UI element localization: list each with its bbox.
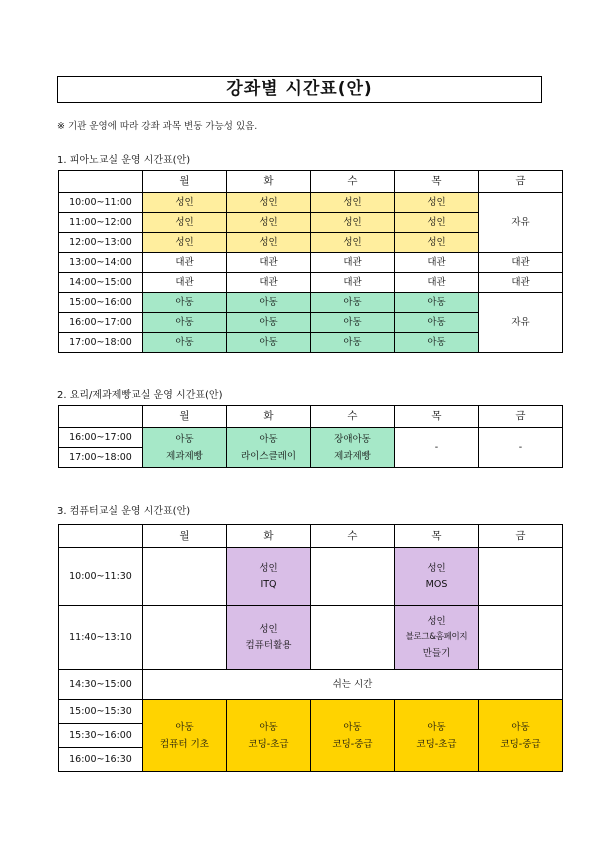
table-row <box>59 548 563 606</box>
class-cell-empty <box>311 548 395 606</box>
class-cell <box>227 606 311 670</box>
table-header-row <box>59 525 563 548</box>
class-cell: 아동 <box>143 293 227 313</box>
class-subject: 코딩-초급 <box>416 738 457 750</box>
table-row <box>59 253 563 273</box>
table-header-row <box>59 406 563 428</box>
header-tue: 화 <box>227 525 311 548</box>
class-subject: MOS <box>425 579 448 590</box>
class-cell: 대관 <box>143 253 227 273</box>
class-subject: 컴퓨터 기초 <box>160 738 209 750</box>
table-row <box>59 606 563 670</box>
class-cell: - <box>479 428 563 468</box>
class-cell: 아동 <box>311 313 395 333</box>
class-cell <box>395 606 479 670</box>
table-row <box>59 670 563 700</box>
header-blank <box>59 171 143 193</box>
class-cell: 대관 <box>395 253 479 273</box>
class-cell-empty <box>143 606 227 670</box>
time-cell: 15:00~16:00 <box>59 293 143 313</box>
time-cell: 16:00~17:00 <box>59 428 143 448</box>
class-cell: 아동 <box>395 293 479 313</box>
class-target: 성인 <box>427 563 446 574</box>
class-cell: - <box>395 428 479 468</box>
class-cell <box>227 700 311 772</box>
time-cell: 13:00~14:00 <box>59 253 143 273</box>
class-target: 성인 <box>259 624 278 635</box>
class-cell: 대관 <box>311 253 395 273</box>
class-target: 성인 <box>427 616 446 627</box>
time-cell: 11:00~12:00 <box>59 213 143 233</box>
class-cell-empty <box>311 606 395 670</box>
class-cell-empty <box>143 548 227 606</box>
time-cell: 12:00~13:00 <box>59 233 143 253</box>
time-cell: 14:00~15:00 <box>59 273 143 293</box>
break-cell: 쉬는 시간 <box>143 670 563 700</box>
notice-text: ※ 기관 운영에 따라 강좌 과목 변동 가능성 있음. <box>57 121 258 132</box>
class-target: 장애아동 <box>334 433 371 445</box>
header-blank <box>59 525 143 548</box>
header-fri: 금 <box>479 171 563 193</box>
class-cell: 아동 <box>227 293 311 313</box>
time-cell: 16:00~17:00 <box>59 313 143 333</box>
class-cell: 아동 <box>143 313 227 333</box>
time-cell: 17:00~18:00 <box>59 333 143 353</box>
class-cell: 아동 <box>395 333 479 353</box>
header-tue: 화 <box>227 406 311 428</box>
class-cell: 성인 <box>395 233 479 253</box>
class-target: 아동 <box>259 721 278 733</box>
time-cell: 16:00~16:30 <box>59 748 143 772</box>
class-cell: 성인 <box>143 233 227 253</box>
table-row <box>59 700 563 724</box>
class-cell-empty <box>479 606 563 670</box>
header-wed: 수 <box>311 406 395 428</box>
class-cell: 성인 <box>143 193 227 213</box>
class-cell: 성인 <box>227 233 311 253</box>
time-cell: 11:40~13:10 <box>59 606 143 670</box>
class-cell: 대관 <box>227 253 311 273</box>
header-thu: 목 <box>395 525 479 548</box>
class-cell: 대관 <box>479 253 563 273</box>
class-cell: 성인 <box>395 213 479 233</box>
time-cell: 17:00~18:00 <box>59 448 143 468</box>
time-cell: 10:00~11:30 <box>59 548 143 606</box>
class-cell: 대관 <box>395 273 479 293</box>
class-cell: 아동 <box>311 293 395 313</box>
class-cell: 대관 <box>227 273 311 293</box>
class-target: 아동 <box>259 433 278 445</box>
class-subject: 제과제빵 <box>334 450 371 462</box>
class-cell: 아동 <box>227 333 311 353</box>
section-2-heading: 2. 요리/제과제빵교실 운영 시간표(안) <box>57 390 223 401</box>
class-subject: ITQ <box>260 579 277 590</box>
header-mon: 월 <box>143 406 227 428</box>
class-target: 성인 <box>259 563 278 574</box>
class-cell: 아동 <box>227 313 311 333</box>
class-cell: 대관 <box>479 273 563 293</box>
class-target: 아동 <box>343 721 362 733</box>
time-cell: 15:00~15:30 <box>59 700 143 724</box>
computer-schedule-table <box>58 524 563 772</box>
header-mon: 월 <box>143 171 227 193</box>
class-cell <box>227 428 311 468</box>
class-cell: 성인 <box>143 213 227 233</box>
class-subject-cont: 만들기 <box>422 648 451 659</box>
class-subject: 라이스클레이 <box>240 450 297 462</box>
class-cell: 아동 <box>311 333 395 353</box>
class-cell: 성인 <box>311 193 395 213</box>
header-fri: 금 <box>479 406 563 428</box>
fri-free-cell: 자유 <box>479 193 563 253</box>
table-row <box>59 293 563 313</box>
class-cell: 아동 <box>143 333 227 353</box>
class-cell <box>143 428 227 468</box>
class-target: 아동 <box>511 721 530 733</box>
class-cell: 성인 <box>227 193 311 213</box>
class-target: 아동 <box>427 721 446 733</box>
class-cell: 성인 <box>311 233 395 253</box>
class-cell <box>479 700 563 772</box>
class-subject: 코딩-중급 <box>332 738 373 750</box>
cooking-schedule-table <box>58 405 563 468</box>
header-wed: 수 <box>311 525 395 548</box>
header-mon: 월 <box>143 525 227 548</box>
table-row <box>59 428 563 448</box>
class-cell: 성인 <box>395 193 479 213</box>
time-cell: 14:30~15:00 <box>59 670 143 700</box>
table-header-row <box>59 171 563 193</box>
header-wed: 수 <box>311 171 395 193</box>
header-fri: 금 <box>479 525 563 548</box>
class-subject: 코딩-초급 <box>248 738 289 750</box>
class-cell: 성인 <box>311 213 395 233</box>
page-title: 강좌별 시간표(안) <box>57 76 542 103</box>
table-row <box>59 273 563 293</box>
class-subject: 제과제빵 <box>166 450 203 462</box>
time-cell: 10:00~11:00 <box>59 193 143 213</box>
class-cell: 대관 <box>143 273 227 293</box>
header-tue: 화 <box>227 171 311 193</box>
header-thu: 목 <box>395 406 479 428</box>
header-blank <box>59 406 143 428</box>
class-subject: 컴퓨터활용 <box>245 640 292 651</box>
class-cell <box>143 700 227 772</box>
header-thu: 목 <box>395 171 479 193</box>
class-cell <box>311 428 395 468</box>
table-row <box>59 193 563 213</box>
class-cell: 성인 <box>227 213 311 233</box>
fri-free-cell: 자유 <box>479 293 563 353</box>
section-1-heading: 1. 피아노교실 운영 시간표(안) <box>57 155 191 166</box>
piano-schedule-table <box>58 170 563 353</box>
class-cell-empty <box>479 548 563 606</box>
class-cell: 아동 <box>395 313 479 333</box>
class-subject: 코딩-중급 <box>500 738 541 750</box>
class-cell <box>227 548 311 606</box>
class-cell <box>311 700 395 772</box>
class-subject: 블로그&홈페이지 <box>405 632 468 642</box>
class-target: 아동 <box>175 433 194 445</box>
class-cell <box>395 700 479 772</box>
class-cell <box>395 548 479 606</box>
class-target: 아동 <box>175 721 194 733</box>
class-cell: 대관 <box>311 273 395 293</box>
section-3-heading: 3. 컴퓨터교실 운영 시간표(안) <box>57 506 191 517</box>
time-cell: 15:30~16:00 <box>59 724 143 748</box>
